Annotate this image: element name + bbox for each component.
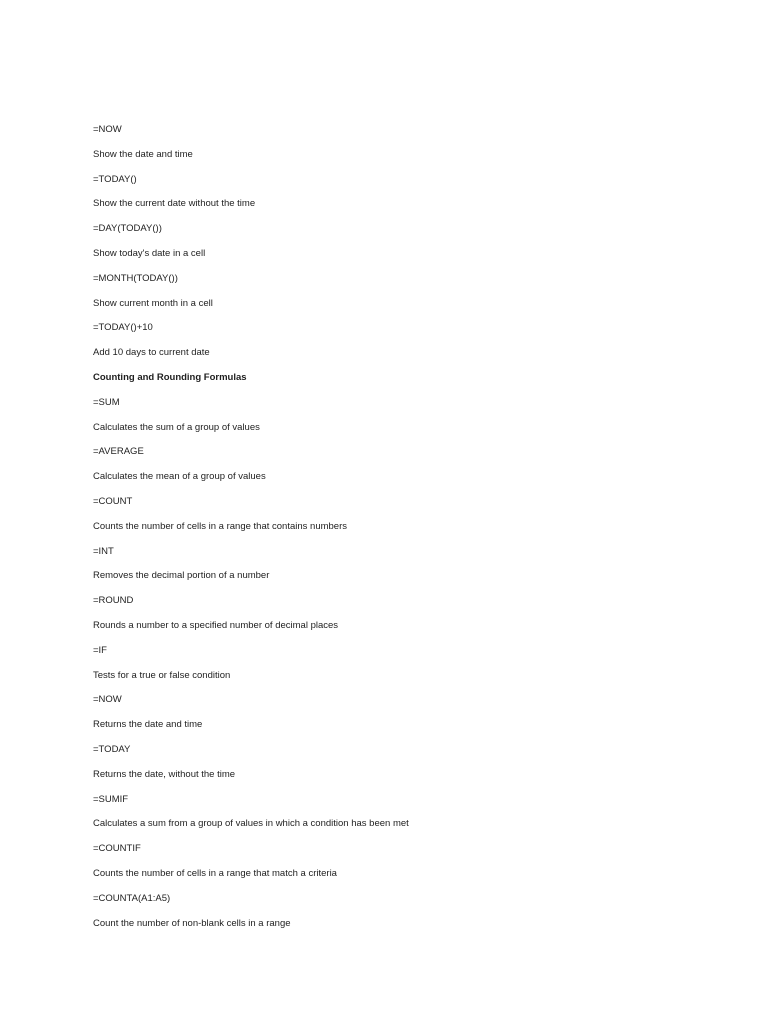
formula-line: =IF [93, 644, 107, 656]
description-line: Returns the date and time [93, 719, 203, 731]
description-line: Returns the date, without the time [93, 768, 236, 780]
description-line: Removes the decimal portion of a number [93, 570, 270, 582]
description-line: Counts the number of cells in a range that match a criteria [93, 867, 337, 879]
formula-line: =SUM [93, 396, 120, 408]
section-heading: Counting and Rounding Formulas [93, 371, 247, 383]
description-line: Show current month in a cell [93, 297, 213, 309]
formula-line: =ROUND [93, 595, 134, 607]
description-line: Count the number of non-blank cells in a range [93, 917, 291, 929]
formula-line: =TODAY [93, 743, 131, 755]
formula-line: =NOW [93, 694, 122, 706]
formula-line: =INT [93, 545, 114, 557]
formula-line: =MONTH(TODAY()) [93, 272, 178, 284]
description-line: Calculates a sum from a group of values in which a condition has been met [93, 818, 409, 830]
formula-line: =AVERAGE [93, 446, 144, 458]
formula-line: =SUMIF [93, 793, 129, 805]
description-line: Add 10 days to current date [93, 347, 210, 359]
description-line: Counts the number of cells in a range that contains numbers [93, 520, 348, 532]
formula-line: =NOW [93, 124, 122, 135]
description-line: Show the current date without the time [93, 198, 256, 210]
description-line: Calculates the sum of a group of values [93, 421, 260, 433]
description-line: Calculates the mean of a group of values [93, 471, 266, 483]
description-line: Rounds a number to a specified number of decimal places [93, 619, 339, 631]
formula-line: =DAY(TODAY()) [93, 223, 162, 235]
formula-line: =COUNTA(A1:A5) [93, 892, 171, 904]
description-line: Tests for a true or false condition [93, 669, 231, 681]
document-page [93, 124, 733, 942]
description-line: Show the date and time [93, 148, 193, 160]
formula-line: =TODAY() [93, 173, 137, 185]
formula-line: =COUNT [93, 495, 133, 507]
formula-line: =COUNTIF [93, 843, 141, 855]
description-line: Show today's date in a cell [93, 247, 206, 259]
formula-line: =TODAY()+10 [93, 322, 153, 334]
